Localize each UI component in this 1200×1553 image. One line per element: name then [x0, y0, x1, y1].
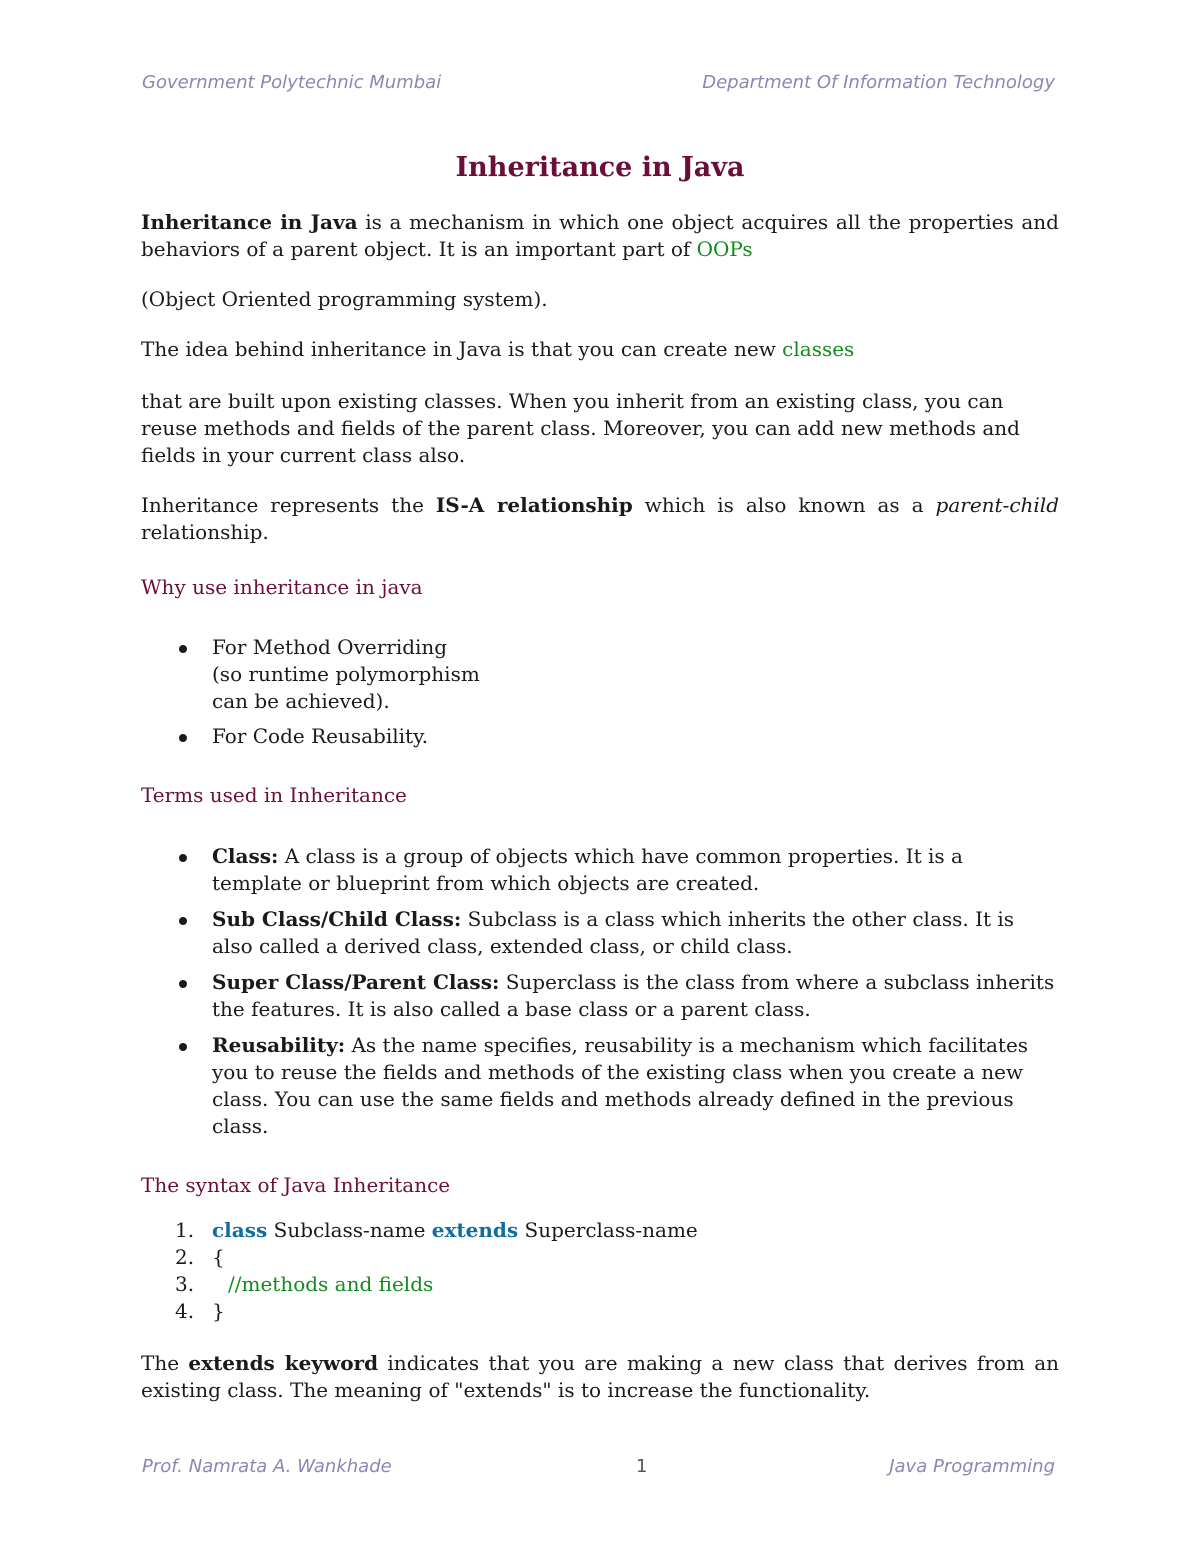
footer-page-number: 1 [636, 1456, 648, 1477]
code-line: 3. //methods and fields [175, 1272, 434, 1296]
oops-expansion: (Object Oriented programming system). [141, 287, 548, 311]
intro-bold-lead: Inheritance in Java [141, 210, 358, 234]
page-content [141, 150, 1059, 1404]
isa-pre: Inheritance represents the [141, 493, 436, 517]
code-comment: //methods and fields [228, 1272, 434, 1296]
why-list [141, 634, 1059, 750]
intro-paragraph [141, 209, 1059, 263]
syntax-heading: The syntax of Java Inheritance [141, 1173, 451, 1197]
syntax-code-list [141, 1217, 1059, 1325]
footer-subject: Java Programming [889, 1456, 1055, 1477]
list-item: Reusability: As the name specifies, reusability is a mechanism which facilitates you to reuse the fields and methods of the existing class when you create a new class. You can use the same fields and methods already defined in the previous class. [141, 1032, 1059, 1140]
keyword-class: class [212, 1218, 268, 1242]
idea-continuation: that are built upon existing classes. When you inherit from an existing class, you can reuse methods and fields of the parent class. Moreover, you can add new methods and fields in your current class also. [141, 389, 1020, 467]
isa-italic: parent-child [935, 493, 1060, 517]
header-institution: Government Polytechnic Mumbai [142, 72, 442, 93]
footer-author: Prof. Namrata A. Wankhade [142, 1456, 392, 1477]
classes-link[interactable]: classes [782, 337, 855, 361]
list-item: For Method Overriding (so runtime polymorphism can be achieved). [141, 634, 1059, 715]
isa-bold: IS-A relationship [435, 493, 633, 517]
list-item: Sub Class/Child Class: Subclass is a class which inherits the other class. It is also called a derived class, extended class, or child class. [141, 906, 1059, 960]
extends-bold: extends keyword [188, 1351, 379, 1375]
terms-list [141, 843, 1059, 1140]
code-line: 4. } [175, 1299, 225, 1323]
isa-post: relationship. [141, 520, 269, 544]
terms-heading: Terms used in Inheritance [141, 783, 407, 807]
header-department: Department Of Information Technology [702, 72, 1055, 93]
page-title: Inheritance in Java [455, 152, 745, 183]
isa-mid: which is also known as a [632, 493, 936, 517]
keyword-extends: extends [431, 1218, 519, 1242]
code-line: 2. { [175, 1245, 225, 1269]
code-line: 1. class Subclass-name extends Superclass-name [175, 1218, 698, 1242]
idea-paragraph [141, 336, 1059, 363]
extends-paragraph: The extends keyword indicates that you are making a new class that derives from an existing class. The meaning of "extends" is to increase the functionality. [141, 1351, 1059, 1402]
intro-text: is a mechanism in which one object acquires all the properties and behaviors of a parent object. It is an important part of [141, 210, 1059, 261]
list-item: For Code Reusability. [141, 723, 1059, 750]
list-item: Class: A class is a group of objects which have common properties. It is a template or blueprint from which objects are created. [141, 843, 1059, 897]
why-heading: Why use inheritance in java [141, 575, 423, 599]
list-item: Super Class/Parent Class: Superclass is the class from where a subclass inherits the features. It is also called a base class or a parent class. [141, 969, 1059, 1023]
isa-paragraph [141, 492, 1059, 546]
idea-text: The idea behind inheritance in Java is that you can create new [141, 337, 783, 361]
oops-link[interactable]: OOPs [696, 237, 753, 261]
